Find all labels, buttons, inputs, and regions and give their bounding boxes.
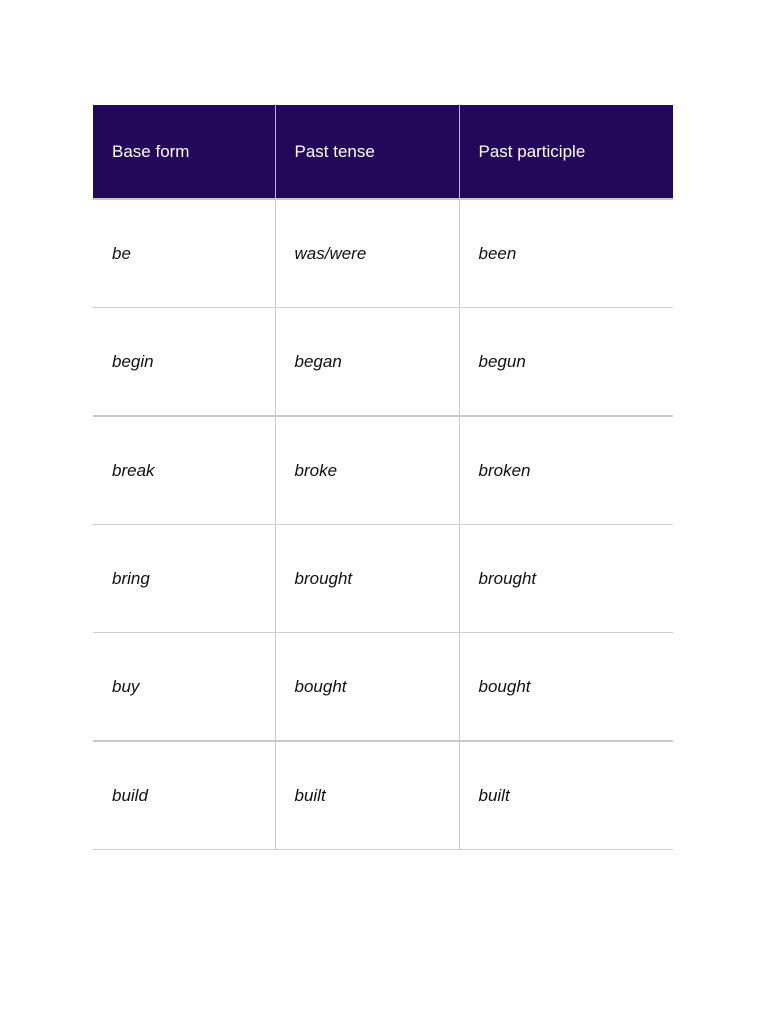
cell-base-form: build [93,741,275,850]
cell-past-tense: bought [275,633,459,742]
table-row [93,525,673,633]
cell-past-participle: been [459,199,673,308]
cell-base-form: buy [93,633,275,742]
cell-base-form: be [93,199,275,308]
table-row [93,416,673,525]
cell-past-participle: brought [459,525,673,633]
cell-base-form: break [93,416,275,525]
table-row [93,633,673,742]
header-row [93,105,673,199]
cell-base-form: begin [93,308,275,417]
cell-past-tense: broke [275,416,459,525]
cell-past-tense: was/were [275,199,459,308]
header-past-participle: Past participle [459,105,673,199]
cell-base-form: bring [93,525,275,633]
header-base-form: Base form [93,105,275,199]
cell-past-tense: brought [275,525,459,633]
cell-past-tense: began [275,308,459,417]
irregular-verbs-table [93,105,673,850]
cell-past-participle: begun [459,308,673,417]
table-body [93,199,673,850]
cell-past-participle: built [459,741,673,850]
cell-past-participle: bought [459,633,673,742]
cell-past-participle: broken [459,416,673,525]
table-row [93,741,673,850]
header-past-tense: Past tense [275,105,459,199]
table-row [93,199,673,308]
table-row [93,308,673,417]
cell-past-tense: built [275,741,459,850]
table-header [93,105,673,199]
